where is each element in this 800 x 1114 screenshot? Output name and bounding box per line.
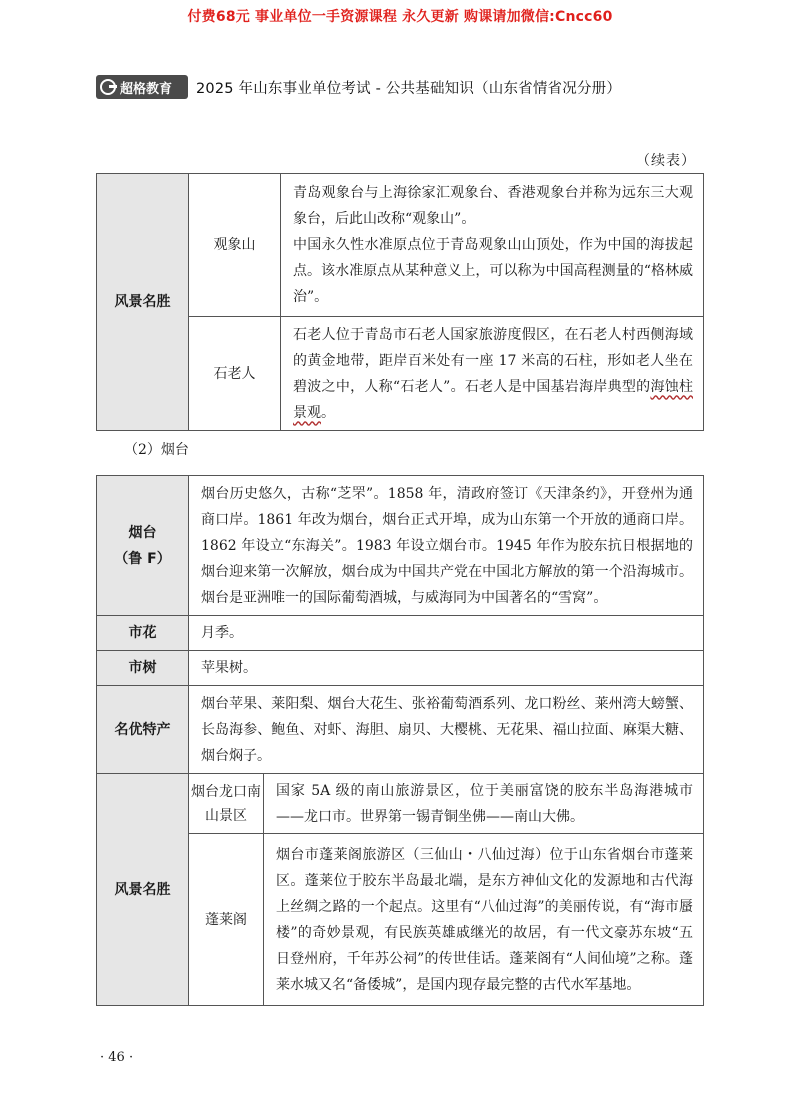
- plate-code: （鲁 F）: [114, 550, 171, 567]
- city-name: 烟台: [128, 524, 157, 541]
- page-header: [96, 74, 704, 100]
- section-title: （2）烟台: [124, 442, 189, 458]
- city-label-cell: [97, 476, 189, 616]
- qingdao-scenic-table: [96, 173, 704, 431]
- watermark-banner: 付费68元 事业单位一手资源课程 永久更新 购课请加微信:Cncc60: [187, 9, 613, 25]
- scenic-desc-cell: 烟台市蓬莱阁旅游区（三仙山・八仙过海）位于山东省烟台市蓬莱区。蓬莱位于胶东半岛最北端，是东方神仙文化的发源地和古代海上丝绸之路的一个起点。这里有“八仙过海”的美丽传说，有“海市蜃楼”的奇妙景观，有民族英雄戚继光的故居，有一代文豪苏东坡“五日登州府，千年苏公祠”的传世佳话。蓬莱阁有“人间仙境”之称。蓬莱水城又名“备倭城”，是国内现存最完整的古代水军基地。: [264, 834, 704, 1006]
- marked-term: 海蚀柱景观: [293, 378, 693, 421]
- specialties-label: 名优特产: [97, 686, 189, 774]
- scenic-desc-cell: [281, 174, 704, 317]
- yantai-table: [96, 475, 704, 1006]
- scenic-name-cell: 观象山: [189, 174, 281, 317]
- logo-text: 超格教育: [120, 81, 173, 97]
- city-flower-label: 市花: [97, 616, 189, 651]
- city-tree-value: 苹果树。: [189, 651, 704, 686]
- scenic-name-cell: 石老人: [189, 317, 281, 431]
- city-flower-value: 月季。: [189, 616, 704, 651]
- scenic-category-cell: 风景名胜: [97, 774, 189, 1006]
- city-intro-cell: 烟台历史悠久，古称“芝罘”。1858 年，清政府签订《天津条约》，开登州为通商口岸。1861 年改为烟台，烟台正式开埠，成为山东第一个开放的通商口岸。1862 年设立“东海关”。1983 年设立烟台市。1945 年作为胶东抗日根据地的烟台迎来第一次解放，烟台成为中国共产党在中国北方解放的第一个沿海城市。烟台是亚洲唯一的国际葡萄酒城，与威海同为中国著名的“雪窝”。: [189, 476, 704, 616]
- logo-icon: [100, 79, 116, 95]
- brand-logo: [96, 75, 188, 99]
- desc-text: 石老人位于青岛市石老人国家旅游度假区，在石老人村西侧海域的黄金地带，距岸百米处有一座 17 米高的石柱，形如老人坐在碧波之中，人称“石老人”。石老人是中国基岩海岸典型的: [293, 326, 693, 395]
- scenic-name-cell: 蓬莱阁: [189, 834, 264, 1006]
- scenic-name-cell: 烟台龙口南山景区: [189, 774, 264, 834]
- specialties-value: 烟台苹果、莱阳梨、烟台大花生、张裕葡萄酒系列、龙口粉丝、莱州湾大螃蟹、长岛海参、鲍鱼、对虾、海胆、扇贝、大樱桃、无花果、福山拉面、麻渠大糖、烟台焖子。: [189, 686, 704, 774]
- continued-label: （续表）: [636, 153, 696, 169]
- category-cell: 风景名胜: [97, 174, 189, 431]
- desc-text-end: 。: [321, 404, 335, 421]
- scenic-desc-cell: 国家 5A 级的南山旅游景区，位于美丽富饶的胶东半岛海港城市——龙口市。世界第一锡青铜坐佛——南山大佛。: [264, 774, 704, 834]
- scenic-desc-cell: [281, 317, 704, 431]
- page-number: · 46 ·: [100, 1050, 134, 1065]
- city-tree-label: 市树: [97, 651, 189, 686]
- header-title: 2025 年山东事业单位考试 - 公共基础知识（山东省情省况分册）: [196, 80, 622, 97]
- desc-paragraph: 青岛观象台与上海徐家汇观象台、香港观象台并称为远东三大观象台，后此山改称“观象山”。: [293, 185, 693, 227]
- desc-paragraph: 中国永久性水准原点位于青岛观象山山顶处，作为中国的海拔起点。该水准原点从某种意义上，可以称为中国高程测量的“格林威治”。: [293, 237, 693, 305]
